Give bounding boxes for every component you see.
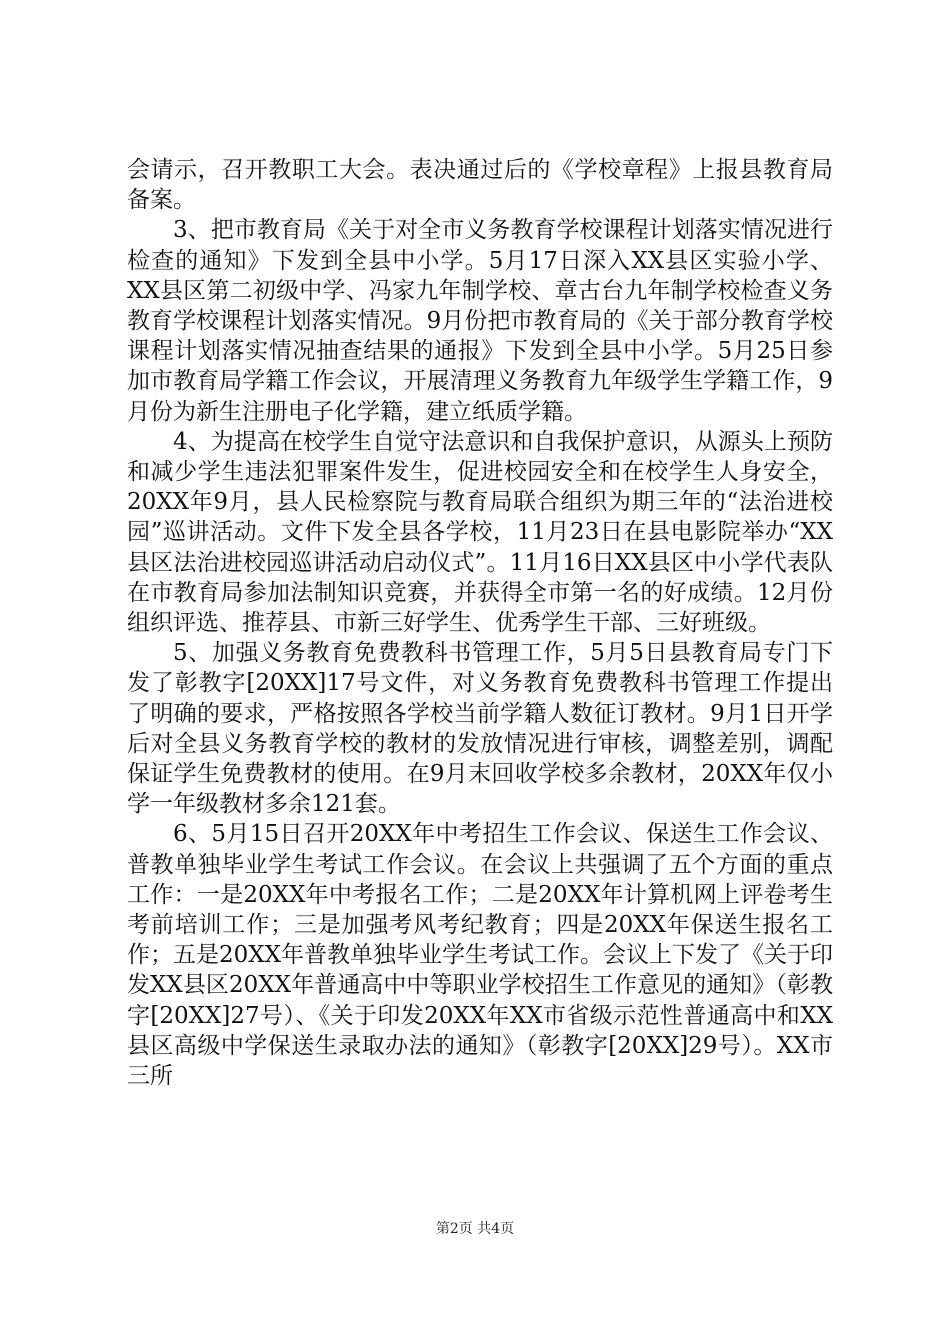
paragraph-4: 4、为提高在校学生自觉守法意识和自我保护意识，从源头上预防和减少学生违法犯罪案件发生，促进校园安全和在校学生人身安全，20XX年9月，县人民检察院与教育局联合组织为期三年的“法治进校园”巡讲活动。文件下发全县各学校，11月23日在县电影院举办“XX县区法治进校园巡讲活动启动仪式”。11月16日XX县区中小学代表队在市教育局参加法制知识竞赛，并获得全市第一名的好成绩。12月份组织评选、推荐县、市新三好学生、优秀学生干部、三好班级。: [127, 428, 833, 637]
paragraph-5: 5、加强义务教育免费教科书管理工作，5月5日县教育局专门下发了彰教字[20XX]17号文件，对义务教育免费教科书管理工作提出了明确的要求，严格按照各学校当前学籍人数征订教材。9月1日开学后对全县义务教育学校的教材的发放情况进行审核，调整差别，调配保证学生免费教材的使用。在9月末回收学校多余教材，20XX年仅小学一年级教材多余121套。: [127, 640, 833, 818]
paragraph-continuation: 会请示，召开教职工大会。表决通过后的《学校章程》上报县教育局备案。: [127, 157, 833, 214]
page-footer: 第2页 共4页: [435, 1221, 515, 1237]
paragraph-6: 6、5月15日召开20XX年中考招生工作会议、保送生工作会议、普教单独毕业学生考试工作会议。在会议上共强调了五个方面的重点工作：一是20XX年中考报名工作；二是20XX年计算机网上评卷考生考前培训工作；三是加强考风考纪教育；四是20XX年保送生报名工作；五是20XX年普教单独毕业学生考试工作。会议上下发了《关于印发XX县区20XX年普通高中中等职业学校招生工作意见的通知》（彰教字[20XX]27号）、《关于印发20XX年XX市省级示范性普通高中和XX县区高级中学保送生录取办法的通知》（彰教字[20XX]29号）。XX市三所: [127, 821, 834, 1090]
document-body: [127, 155, 833, 1091]
paragraph-3: 3、把市教育局《关于对全市义务教育学校课程计划落实情况进行检查的通知》下发到全县中小学。5月17日深入XX县区实验小学、XX县区第二初级中学、冯家九年制学校、章古台九年制学校检查义务教育学校课程计划落实情况。9月份把市教育局的《关于部分教育学校课程计划落实情况抽查结果的通报》下发到全县中小学。5月25日参加市教育局学籍工作会议，开展清理义务教育九年级学生学籍工作，9月份为新生注册电子化学籍，建立纸质学籍。: [127, 217, 833, 425]
